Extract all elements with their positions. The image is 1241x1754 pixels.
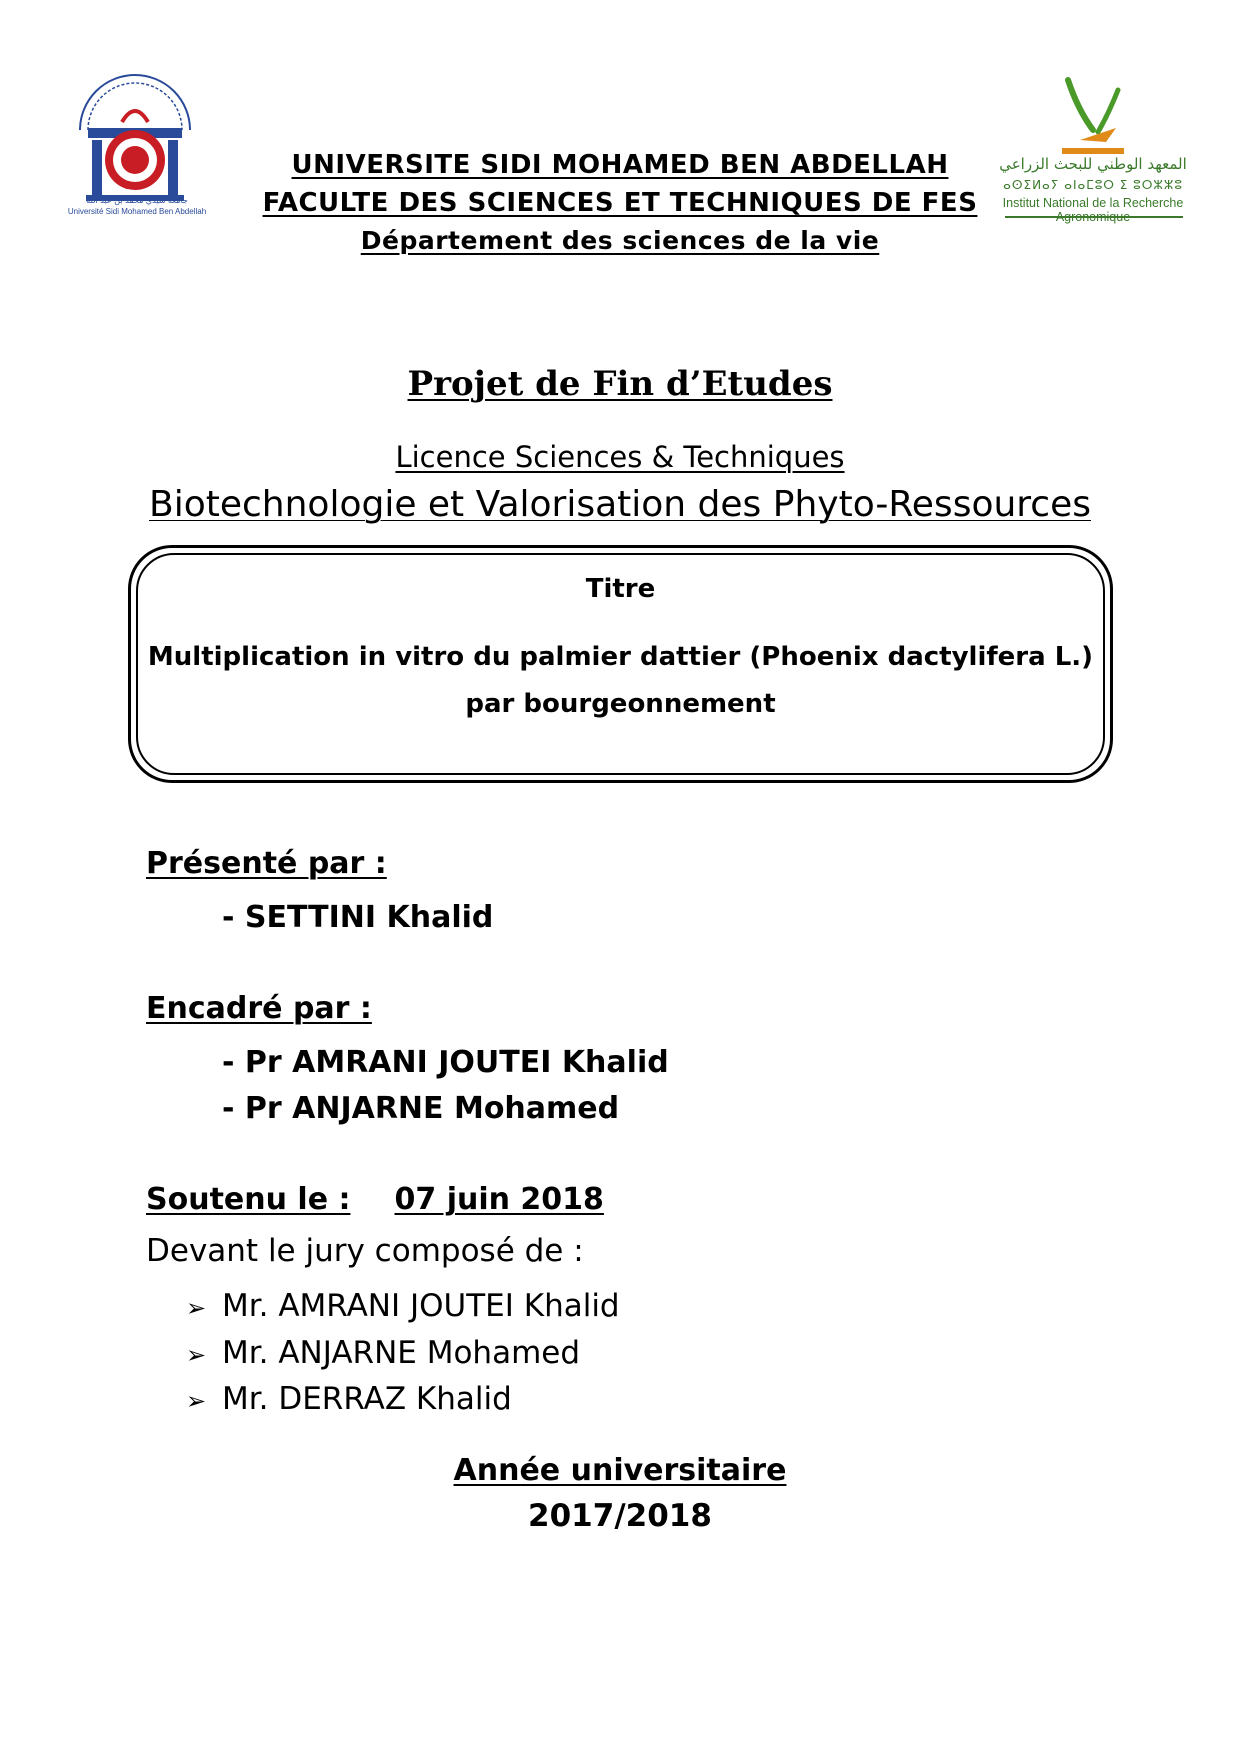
academic-year-value: 2017/2018 [528, 1498, 712, 1534]
supervised-by-label: Encadré par : [146, 991, 372, 1026]
usmba-arabic-caption: جامعة سيدي محمد بن عبد الله [86, 196, 188, 205]
arrow-bullet-icon: ➢ [186, 1387, 207, 1415]
supervisor-name: - Pr AMRANI JOUTEI Khalid [222, 1045, 669, 1080]
defense-label: Soutenu le : [146, 1182, 351, 1217]
supervisor-name: - Pr ANJARNE Mohamed [222, 1091, 620, 1126]
specialty-label: Biotechnologie et Valorisation des Phyto-Ressources [149, 484, 1091, 525]
jury-member: ➢ Mr. AMRANI JOUTEI Khalid [186, 1288, 620, 1324]
thesis-label: Titre [585, 574, 656, 604]
defense-date: 07 juin 2018 [394, 1182, 604, 1217]
header-faculty: FACULTE DES SCIENCES ET TECHNIQUES DE FES [262, 188, 978, 218]
jury-intro: Devant le jury composé de : [146, 1233, 584, 1269]
arrow-bullet-icon: ➢ [186, 1341, 207, 1369]
presented-by-label: Présenté par : [146, 846, 387, 881]
inra-tifinagh-caption: ⴰⵙⵉⵍⴰⵢ ⴰⵏⴰⵎⵓⵔ ⵉ ⵓⵔⵣⵣⵓ [1003, 178, 1183, 192]
thesis-title-line1: Multiplication in vitro du palmier dattier (Phoenix dactylifera L.) [147, 642, 1094, 672]
usmba-french-caption: Université Sidi Mohamed Ben Abdellah [67, 207, 207, 216]
page-title: Projet de Fin d’Etudes [407, 364, 833, 404]
jury-member: ➢ Mr. ANJARNE Mohamed [186, 1335, 581, 1371]
header-department: Département des sciences de la vie [360, 226, 880, 255]
arrow-bullet-icon: ➢ [186, 1294, 207, 1322]
academic-year-label: Année universitaire [453, 1453, 787, 1488]
degree-label: Licence Sciences & Techniques [395, 440, 845, 474]
student-name: - SETTINI Khalid [222, 900, 494, 935]
header-university: UNIVERSITE SIDI MOHAMED BEN ABDELLAH [291, 150, 949, 180]
defense-date-line [146, 1182, 604, 1217]
jury-member: ➢ Mr. DERRAZ Khalid [186, 1381, 512, 1417]
thesis-title-line2: par bourgeonnement [465, 689, 776, 719]
inra-french-caption: Institut National de la Recherche [1002, 196, 1184, 210]
inra-arabic-caption: المعهد الوطني للبحث الزراعي [999, 155, 1187, 173]
